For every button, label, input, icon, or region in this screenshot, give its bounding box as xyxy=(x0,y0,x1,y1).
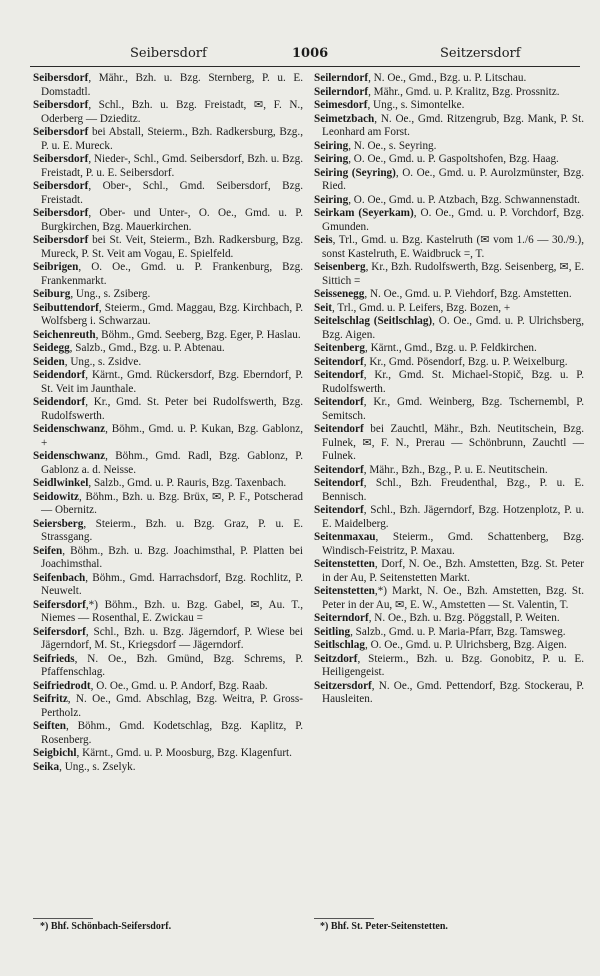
gazetteer-entry xyxy=(33,99,303,126)
entry-text: Seidenschwanz, Böhm., Gmd. Radl, Bzg. Gablonz, P. Gablonz a. d. Neisse. xyxy=(33,450,303,476)
entry-text: Seitenstetten,*) Markt, N. Oe., Bzh. Amstetten, Bzg. St. Peter in der Au, ✉, E. W., Amstetten — St. Valentin, T. xyxy=(314,585,584,611)
entry-text: Seibuttendorf, Steierm., Gmd. Maggau, Bzg. Kirchbach, P. Wolfsberg i. Schwarzau. xyxy=(33,301,303,327)
entry-text: Seifenbach, Böhm., Gmd. Harrachsdorf, Bzg. Rochlitz, P. Neuwelt. xyxy=(33,571,303,597)
entry-text: Seidegg, Salzb., Gmd., Bzg. u. P. Abtenau. xyxy=(33,342,225,354)
gazetteer-entry xyxy=(314,288,584,302)
gazetteer-entry xyxy=(314,356,584,370)
entry-text: Seiring, O. Oe., Gmd. u. P. Gaspoltshofen, Bzg. Haag. xyxy=(314,153,559,165)
entry-text: Seiring, N. Oe., s. Seyring. xyxy=(314,139,437,152)
gazetteer-entry xyxy=(314,464,584,478)
gazetteer-entry xyxy=(314,626,584,640)
gazetteer-entry xyxy=(314,396,584,423)
gazetteer-entry xyxy=(314,99,584,113)
entry-text: Seitelschlag (Seitlschlag), O. Oe., Gmd. u. P. Ulrichsberg, Bzg. Aigen. xyxy=(314,315,584,341)
entry-text: Seibersdorf bei St. Veit, Steierm., Bzh. Radkersburg, Bzg. Mureck, P. St. Veit am Vogau, E. Spielfeld. xyxy=(33,234,303,260)
gazetteer-entry xyxy=(33,369,303,396)
entry-text: Seitendorf, Kr., Gmd. St. Michael-Stopič, Bzg. u. P. Rudolfswerth. xyxy=(314,369,584,395)
entry-text: Seiring, O. Oe., Gmd. u. P. Atzbach, Bzg. Schwannenstadt. xyxy=(314,193,580,206)
entry-text: Seitenstetten, Dorf, N. Oe., Bzh. Amstetten, Bzg. St. Peter in der Au, P. Seitenstetten Markt. xyxy=(314,558,584,584)
entry-text: Seit, Trl., Gmd. u. P. Leifers, Bzg. Bozen, + xyxy=(314,301,511,314)
gazetteer-entry xyxy=(33,720,303,747)
gazetteer-entry xyxy=(314,194,584,208)
gazetteer-entry xyxy=(314,504,584,531)
gazetteer-entry xyxy=(314,302,584,316)
gazetteer-entry xyxy=(33,450,303,477)
entry-text: Seis, Trl., Gmd. u. Bzg. Kastelruth (✉ vom 1./6 — 30./9.), sonst Kastelruth, E. Waidbruck =, T. xyxy=(314,234,584,260)
gazetteer-entry xyxy=(314,369,584,396)
gazetteer-entry xyxy=(33,234,303,261)
footnote-left: *) Bhf. Schönbach-Seifersdorf. xyxy=(40,921,172,932)
gazetteer-entry xyxy=(314,558,584,585)
gazetteer-entry xyxy=(33,477,303,491)
gazetteer-entry xyxy=(33,342,303,356)
entry-text: Seigbichl, Kärnt., Gmd. u. P. Moosburg, Bzg. Klagenfurt. xyxy=(33,747,292,759)
entry-text: Seitendorf bei Zauchtl, Mähr., Bzh. Neutitschein, Bzg. Fulnek, ✉, F. N., Prerau — Schönbrunn, Zauchtl — Fulnek. xyxy=(314,423,584,462)
entry-text: Seitendorf, Kr., Gmd. Pösendorf, Bzg. u. P. Weixelburg. xyxy=(314,355,568,368)
gazetteer-entry xyxy=(314,477,584,504)
entry-text: Seibersdorf, Ober-, Schl., Gmd. Seibersdorf, Bzg. Freistadt. xyxy=(33,180,303,206)
entry-text: Seifersdorf,*) Böhm., Bzh. u. Bzg. Gabel, ✉, Au. T., Niemes — Rosenthal, E. Zwickau = xyxy=(33,598,303,624)
gazetteer-entry xyxy=(314,207,584,234)
gazetteer-entry xyxy=(33,423,303,450)
page-header xyxy=(30,46,580,66)
entry-text: Seibersdorf, Schl., Bzh. u. Bzg. Freistadt, ✉, F. N., Oderberg — Dzieditz. xyxy=(33,99,303,125)
gazetteer-entry xyxy=(314,639,584,653)
gazetteer-entry xyxy=(33,693,303,720)
entry-text: Seidendorf, Kärnt., Gmd. Rückersdorf, Bzg. Eberndorf, P. St. Veit im Jaunthale. xyxy=(33,369,303,395)
entry-text: Seirkam (Seyerkam), O. Oe., Gmd. u. P. Vorchdorf, Bzg. Gmunden. xyxy=(314,207,585,233)
gazetteer-entry xyxy=(314,261,584,288)
entry-text: Seilerndorf, N. Oe., Gmd., Bzg. u. P. Litschau. xyxy=(314,72,527,84)
entry-text: Seichenreuth, Böhm., Gmd. Seeberg, Bzg. Eger, P. Haslau. xyxy=(33,328,301,341)
gazetteer-entry xyxy=(314,680,584,707)
gazetteer-entry xyxy=(314,113,584,140)
gazetteer-entry xyxy=(33,72,303,99)
entry-text: Seifersdorf, Schl., Bzh. u. Bzg. Jägerndorf, P. Wiese bei Jägerndorf, M. St., Kriegsdorf — Jägerndorf. xyxy=(33,625,303,651)
gazetteer-entry xyxy=(314,86,584,100)
entry-text: Seitzdorf, Steierm., Bzh. u. Bzg. Gonobitz, P. u. E. Heiligengeist. xyxy=(314,652,584,678)
gazetteer-entry xyxy=(33,207,303,234)
gazetteer-entry xyxy=(314,72,584,86)
entry-text: Seitenmaxau, Steierm., Gmd. Schattenberg, Bzg. Windisch-Feistritz, P. Maxau. xyxy=(314,531,584,557)
gazetteer-entry xyxy=(314,342,584,356)
gazetteer-entry xyxy=(314,653,584,680)
gazetteer-entry xyxy=(33,653,303,680)
gazetteer-entry xyxy=(314,153,584,167)
gazetteer-entry xyxy=(33,761,303,775)
gazetteer-entry xyxy=(33,491,303,518)
entry-text: Seitendorf, Mähr., Bzh., Bzg., P. u. E. Neutitschein. xyxy=(314,463,548,476)
entry-text: Seibersdorf, Nieder-, Schl., Gmd. Seibersdorf, Bzh. u. Bzg. Freistadt, P. u. E. Seibersdorf. xyxy=(33,153,303,179)
gazetteer-entry xyxy=(33,680,303,694)
entry-text: Seiterndorf, N. Oe., Bzh. u. Bzg. Pöggstall, P. Weiten. xyxy=(314,612,560,624)
footnote-rule-right xyxy=(314,918,374,919)
gazetteer-entry xyxy=(33,626,303,653)
gazetteer-entry xyxy=(33,302,303,329)
entry-text: Seidenschwanz, Böhm., Gmd. u. P. Kukan, Bzg. Gablonz, + xyxy=(33,423,303,449)
entry-text: Seiften, Böhm., Gmd. Kodetschlag, Bzg. Kaplitz, P. Rosenberg. xyxy=(33,720,303,746)
entry-text: Seifritz, N. Oe., Gmd. Abschlag, Bzg. Weitra, P. Gross-Pertholz. xyxy=(33,693,303,719)
entry-text: Seidowitz, Böhm., Bzh. u. Bzg. Brüx, ✉, P. F., Potscherad — Obernitz. xyxy=(33,490,303,516)
entry-text: Seitenberg, Kärnt., Gmd., Bzg. u. P. Feldkirchen. xyxy=(314,342,537,354)
entry-text: Seisenberg, Kr., Bzh. Rudolfswerth, Bzg. Seisenberg, ✉, E. Sittich = xyxy=(314,261,584,287)
entry-text: Seitendorf, Kr., Gmd. Weinberg, Bzg. Tschernembl, P. Semitsch. xyxy=(314,396,584,422)
entry-text: Seitendorf, Schl., Bzh. Jägerndorf, Bzg. Hotzenplotz, P. u. E. Maidelberg. xyxy=(314,504,584,530)
entry-text: Seitling, Salzb., Gmd. u. P. Maria-Pfarr, Bzg. Tamsweg. xyxy=(314,625,566,638)
gazetteer-entry xyxy=(314,167,584,194)
header-left-keyword: Seibersdorf xyxy=(130,46,207,61)
entry-text: Seiden, Ung., s. Zsidve. xyxy=(33,355,142,368)
right-column xyxy=(314,72,584,707)
entry-text: Seibersdorf, Ober- und Unter-, O. Oe., Gmd. u. P. Burgkirchen, Bzg. Mauerkirchen. xyxy=(33,207,303,233)
gazetteer-entry xyxy=(33,153,303,180)
gazetteer-entry xyxy=(314,531,584,558)
page-number: 1006 xyxy=(292,46,329,61)
gazetteer-entry xyxy=(33,599,303,626)
gazetteer-entry xyxy=(314,315,584,342)
gazetteer-entry xyxy=(33,126,303,153)
entry-text: Seilerndorf, Mähr., Gmd. u. P. Kralitz, Bzg. Prossnitz. xyxy=(314,85,560,98)
entry-text: Seimetzbach, N. Oe., Gmd. Ritzengrub, Bzg. Mank, P. St. Leonhard am Forst. xyxy=(314,112,584,138)
gazetteer-entry xyxy=(314,234,584,261)
entry-text: Seibersdorf, Mähr., Bzh. u. Bzg. Sternberg, P. u. E. Domstadtl. xyxy=(33,72,303,98)
header-rule xyxy=(30,66,580,67)
entry-text: Seitzersdorf, N. Oe., Gmd. Pettendorf, Bzg. Stockerau, P. Hausleiten. xyxy=(314,679,584,705)
entry-text: Seibrigen, O. Oe., Gmd. u. P. Frankenburg, Bzg. Frankenmarkt. xyxy=(33,261,303,287)
entry-text: Seimesdorf, Ung., s. Simontelke. xyxy=(314,99,465,111)
entry-text: Seifriedrodt, O. Oe., Gmd. u. P. Andorf, Bzg. Raab. xyxy=(33,679,268,692)
entry-text: Seifen, Böhm., Bzh. u. Bzg. Joachimsthal, P. Platten bei Joachimsthal. xyxy=(33,544,303,570)
gazetteer-entry xyxy=(33,572,303,599)
gazetteer-entry xyxy=(314,585,584,612)
entry-text: Seitendorf, Schl., Bzh. Freudenthal, Bzg., P. u. E. Bennisch. xyxy=(314,477,584,503)
entry-text: Seifrieds, N. Oe., Bzh. Gmünd, Bzg. Schrems, P. Pfaffenschlag. xyxy=(33,652,303,678)
gazetteer-entry xyxy=(33,288,303,302)
gazetteer-entry xyxy=(33,261,303,288)
footnote-right: *) Bhf. St. Peter-Seitenstetten. xyxy=(320,921,448,932)
gazetteer-entry xyxy=(33,356,303,370)
entry-text: Seiring (Seyring), O. Oe., Gmd. u. P. Aurolzmünster, Bzg. Ried. xyxy=(314,166,584,192)
entry-text: Seidendorf, Kr., Gmd. St. Peter bei Rudolfswerth, Bzg. Rudolfswerth. xyxy=(33,396,303,422)
gazetteer-entry xyxy=(314,140,584,154)
entry-text: Seika, Ung., s. Zselyk. xyxy=(33,760,136,773)
entry-text: Seidlwinkel, Salzb., Gmd. u. P. Rauris, Bzg. Taxenbach. xyxy=(33,477,287,489)
gazetteer-entry xyxy=(314,612,584,626)
entry-text: Seiersberg, Steierm., Bzh. u. Bzg. Graz, P. u. E. Strassgang. xyxy=(33,517,303,543)
entry-text: Seiburg, Ung., s. Zsiberg. xyxy=(33,288,151,300)
entry-text: Seissenegg, N. Oe., Gmd. u. P. Viehdorf, Bzg. Amstetten. xyxy=(314,288,572,300)
header-right-keyword: Seitzersdorf xyxy=(440,46,521,61)
gazetteer-entry xyxy=(33,180,303,207)
gazetteer-entry xyxy=(33,747,303,761)
gazetteer-entry xyxy=(33,329,303,343)
gazetteer-entry xyxy=(314,423,584,464)
entry-text: Seitlschlag, O. Oe., Gmd. u. P. Ulrichsberg, Bzg. Aigen. xyxy=(314,639,567,651)
footnote-rule-left xyxy=(33,918,93,919)
gazetteer-entry xyxy=(33,545,303,572)
gazetteer-entry xyxy=(33,518,303,545)
left-column xyxy=(33,72,303,774)
entry-text: Seibersdorf bei Abstall, Steierm., Bzh. Radkersburg, Bzg., P. u. E. Mureck. xyxy=(33,126,303,152)
gazetteer-entry xyxy=(33,396,303,423)
